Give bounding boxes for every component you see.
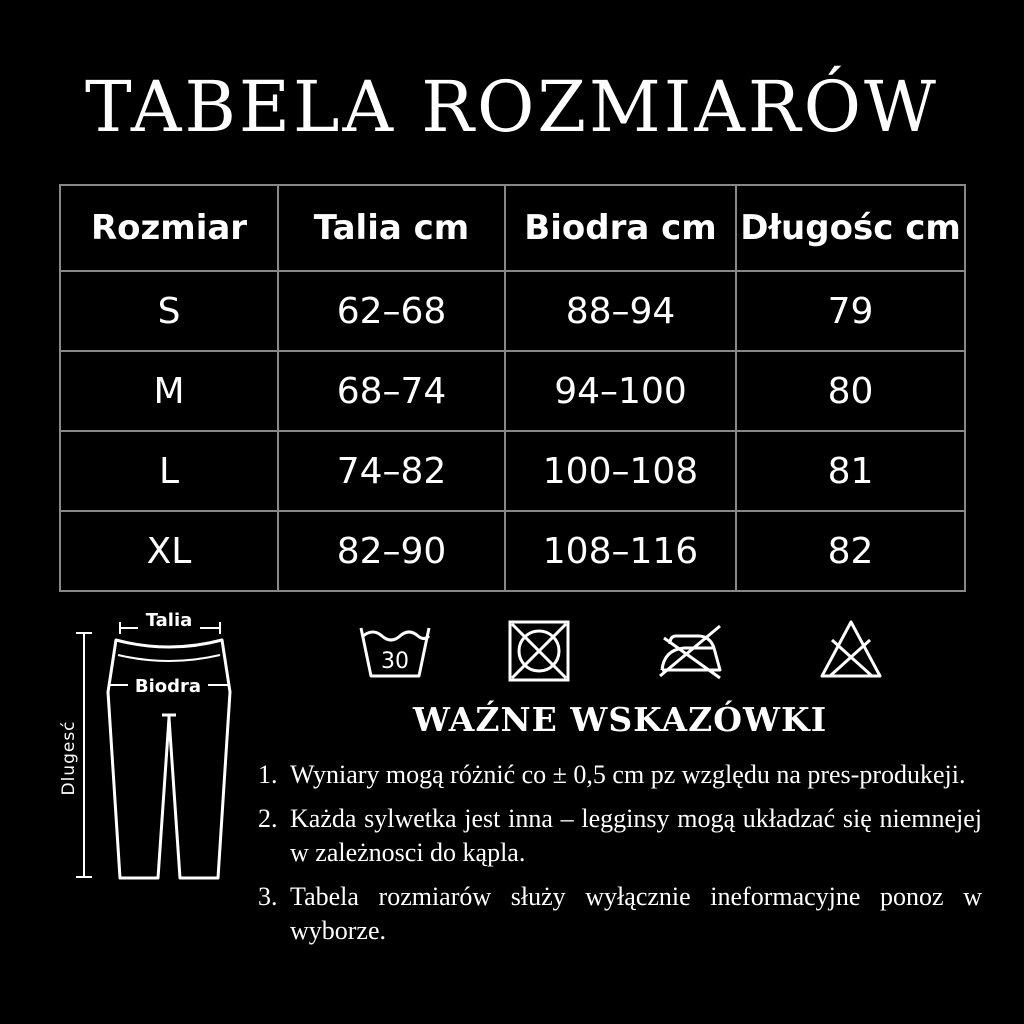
note-text: Tabela rozmiarów służy wyłącznie ineformacyjne ponoz w wyborze.: [290, 882, 982, 945]
page-title: TABELA ROZMIARÓW: [85, 66, 939, 148]
table-row: [60, 511, 965, 591]
length-cell: 79: [736, 271, 965, 351]
size-cell: M: [60, 351, 278, 431]
wash-temperature: 30: [381, 649, 409, 674]
length-cell: 80: [736, 351, 965, 431]
length-cell: 82: [736, 511, 965, 591]
hips-label: Biodra: [134, 676, 202, 697]
table-row: [60, 271, 965, 351]
notes-list: [258, 758, 982, 958]
note-number: 2.: [258, 804, 278, 833]
note-number: 3.: [258, 882, 278, 911]
header-size: Rozmiar: [60, 185, 278, 271]
list-item: [258, 880, 982, 948]
waist-label: Talia: [145, 610, 193, 631]
length-cell: 81: [736, 431, 965, 511]
header-length: Długośc cm: [736, 185, 965, 271]
hips-cell: 100–108: [505, 431, 736, 511]
header-hips: Biodra cm: [505, 185, 736, 271]
important-notes-title: WAŹNE WSKAZÓWKI: [412, 700, 828, 739]
size-cell: L: [60, 431, 278, 511]
waist-cell: 62–68: [278, 271, 505, 351]
size-table: [59, 184, 966, 592]
hips-cell: 88–94: [505, 271, 736, 351]
list-item: [258, 802, 982, 870]
waist-cell: 74–82: [278, 431, 505, 511]
note-text: Wyniary mogą różnić co ± 0,5 cm pz względu na pres-produkeji.: [290, 760, 966, 789]
hips-cell: 108–116: [505, 511, 736, 591]
note-number: 1.: [258, 760, 278, 789]
list-item: [258, 758, 982, 792]
table-header-row: [60, 185, 965, 271]
table-row: [60, 431, 965, 511]
waistband-line: [118, 655, 220, 661]
hips-cell: 94–100: [505, 351, 736, 431]
no-iron-icon: [654, 618, 728, 684]
waist-cell: 68–74: [278, 351, 505, 431]
table-row: [60, 351, 965, 431]
no-tumble-dry-icon: [506, 618, 572, 684]
wash-30-icon: [355, 618, 435, 684]
note-text: Każda sylwetka jest inna – legginsy mogą układzać się niemnejej w zależnosci do kąpla.: [290, 804, 982, 867]
length-label: Dlugesć: [59, 720, 79, 796]
leggings-diagram: [50, 600, 250, 890]
header-waist: Talia cm: [278, 185, 505, 271]
no-bleach-icon: [818, 618, 884, 684]
waist-cell: 82–90: [278, 511, 505, 591]
size-cell: S: [60, 271, 278, 351]
size-cell: XL: [60, 511, 278, 591]
